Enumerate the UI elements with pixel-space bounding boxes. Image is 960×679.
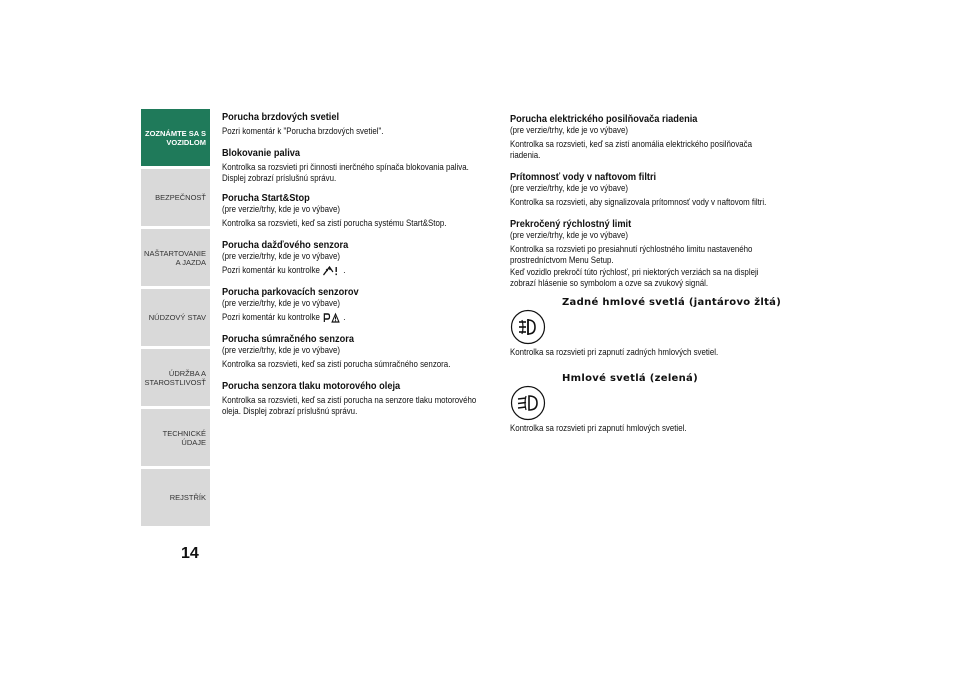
- section-power-steering: [510, 113, 785, 161]
- section-subtitle: (pre verzie/trhy, kde je vo výbave): [222, 251, 340, 261]
- section-title: Hmlové svetlá (zelená): [562, 373, 698, 384]
- section-text: Kontrolka sa rozsvieti pri činnosti inerčného spínača blokovania paliva. Displej zobrazí príslušnú správu.: [222, 162, 469, 183]
- section-brake-lights: [222, 111, 482, 137]
- section-rain-sensor: [222, 239, 482, 276]
- section-subtitle: (pre verzie/trhy, kde je vo výbave): [222, 298, 340, 308]
- section-title: Porucha brzdových svetiel: [222, 111, 340, 123]
- section-text: Keď vozidlo prekročí túto rýchlosť, pri niektorých verziách sa na displeji zobrazí hlásenie so symbolom a ozve sa zvukový signál.: [510, 267, 759, 288]
- section-subtitle: (pre verzie/trhy, kde je vo výbave): [510, 230, 628, 240]
- section-title: Prekročený rýchlostný limit: [510, 218, 632, 230]
- section-title: Porucha súmračného senzora: [222, 333, 354, 346]
- section-title: Porucha parkovacích senzorov: [222, 286, 359, 298]
- section-oil-pressure: [222, 380, 482, 417]
- chapter-sidebar: [141, 109, 210, 529]
- section-title: Porucha dažďového senzora: [222, 239, 349, 251]
- section-text: Pozri komentár k "Porucha brzdových svetiel".: [222, 126, 384, 136]
- section-text: Kontrolka sa rozsvieti po presiahnutí rýchlostného limitu nastaveného prostredníctvom Menu Setup.: [510, 244, 753, 265]
- section-speed-limit: [510, 218, 785, 289]
- tab-rejstrik[interactable]: REJSTŘÍK: [141, 469, 210, 526]
- section-front-fog: [510, 373, 785, 431]
- section-text: Kontrolka sa rozsvieti, keď sa zistí porucha systému Start&Stop.: [222, 218, 447, 228]
- section-subtitle: (pre verzie/trhy, kde je vo výbave): [510, 125, 628, 135]
- section-fuel-cutoff: [222, 147, 482, 184]
- tab-nastartovanie[interactable]: NAŠTARTOVANIE A JAZDA: [141, 229, 210, 286]
- section-parking-sensors: [222, 286, 482, 323]
- section-title: Porucha Start&Stop: [222, 192, 310, 204]
- section-title: Blokovanie paliva: [222, 147, 301, 159]
- section-subtitle: (pre verzie/trhy, kde je vo výbave): [510, 183, 628, 193]
- section-subtitle: (pre verzie/trhy, kde je vo výbave): [222, 345, 340, 356]
- tab-technicke-udaje[interactable]: TECHNICKÉ ÚDAJE: [141, 409, 210, 466]
- section-text: Pozri komentár ku kontrolke .: [222, 265, 346, 275]
- section-text: Kontrolka sa rozsvieti, aby signalizovala prítomnosť vody v naftovom filtri.: [510, 197, 767, 207]
- section-twilight-sensor: [222, 333, 482, 370]
- tab-udrzba[interactable]: ÚDRŽBA A STAROSTLIVOSŤ: [141, 349, 210, 406]
- tab-nudzovy-stav[interactable]: NÚDZOVÝ STAV: [141, 289, 210, 346]
- section-text: Kontrolka sa rozsvieti, keď sa zistí anomália elektrického posilňovača riadenia.: [510, 139, 753, 160]
- section-rear-fog: [510, 297, 785, 355]
- section-title: Porucha elektrického posilňovača riadenia: [510, 113, 698, 125]
- section-text: Kontrolka sa rozsvieti, keď sa zistí porucha súmračného senzora.: [222, 359, 451, 370]
- right-column: [510, 113, 785, 435]
- section-title: Prítomnosť vody v naftovom filtri: [510, 171, 657, 183]
- page-number: 14: [181, 545, 199, 562]
- front-fog-lamp-icon: [510, 385, 546, 421]
- tab-bezpecnost[interactable]: BEZPEČNOSŤ: [141, 169, 210, 226]
- section-text: Kontrolka sa rozsvieti pri zapnutí hmlových svetiel.: [510, 423, 687, 433]
- rear-fog-lamp-icon: [510, 309, 546, 345]
- section-text: Pozri komentár ku kontrolke .: [222, 312, 346, 322]
- section-title: Zadné hmlové svetlá (jantárovo žltá): [562, 297, 782, 308]
- section-start-stop: [222, 192, 482, 229]
- left-column: [222, 111, 482, 423]
- section-title: Porucha senzora tlaku motorového oleja: [222, 380, 401, 393]
- parking-sensor-warning-icon: [323, 312, 340, 323]
- section-water-in-filter: [510, 171, 785, 208]
- rain-sensor-warning-icon: [323, 266, 340, 276]
- section-text: Kontrolka sa rozsvieti, keď sa zistí porucha na senzore tlaku motorového oleja. Displej zobrazí príslušnú správu.: [222, 395, 477, 417]
- section-subtitle: (pre verzie/trhy, kde je vo výbave): [222, 204, 340, 214]
- section-text: Kontrolka sa rozsvieti pri zapnutí zadných hmlových svetiel.: [510, 347, 719, 357]
- tab-zoznamte-sa[interactable]: ZOZNÁMTE SA S VOZIDLOM: [141, 109, 210, 166]
